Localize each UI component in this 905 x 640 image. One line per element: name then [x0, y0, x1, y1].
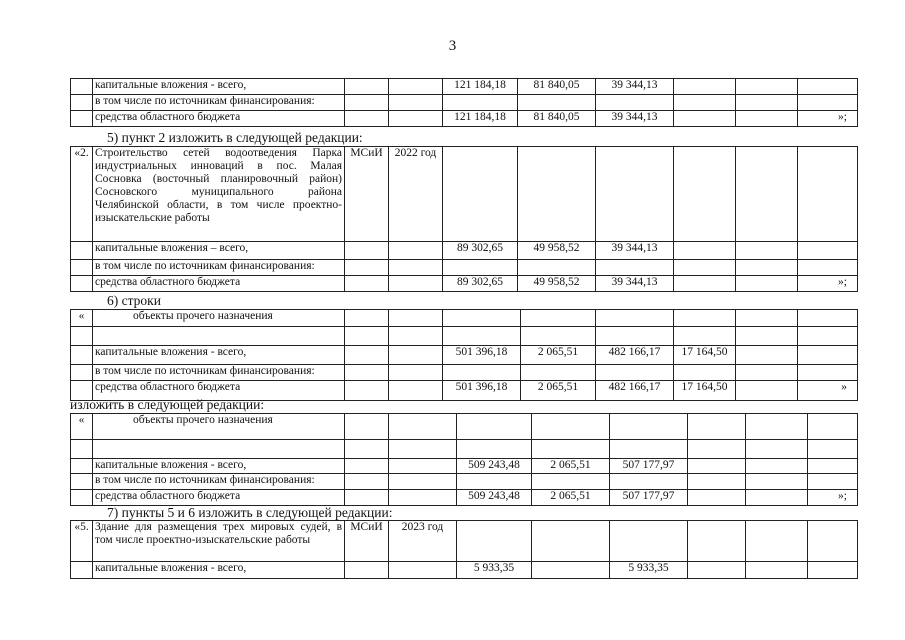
cell-closing: »;	[808, 490, 858, 506]
cell-amount-total: 509 243,48	[457, 459, 532, 474]
cell-amount-total	[443, 327, 521, 346]
cell-closing	[798, 79, 858, 95]
cell-amount-2	[596, 327, 674, 346]
cell-amount-1	[521, 310, 596, 327]
cell-year	[389, 365, 443, 381]
cell-amount-3	[674, 310, 736, 327]
cell-amount-2	[596, 260, 674, 276]
cell-closing	[808, 414, 858, 440]
table-row	[71, 327, 858, 346]
cell-amount-total: 501 396,18	[443, 381, 521, 401]
cell-amount-4	[736, 327, 798, 346]
cell-amount-4	[746, 414, 808, 440]
cell-amount-2: 507 177,97	[610, 459, 688, 474]
cell-amount-3	[674, 327, 736, 346]
cell-item-name: капитальные вложения - всего,	[93, 562, 345, 579]
cell-amount-3	[688, 474, 746, 490]
cell-closing: »	[798, 381, 858, 401]
cell-amount-4	[736, 310, 798, 327]
table-row	[71, 490, 858, 506]
cell-amount-4	[746, 474, 808, 490]
cell-closing	[798, 147, 858, 242]
cell-item-number	[71, 95, 93, 111]
cell-amount-1	[521, 327, 596, 346]
cell-amount-2: 39 344,13	[596, 111, 674, 127]
cell-item-name: объекты прочего назначения	[93, 310, 345, 327]
cell-closing: »;	[798, 276, 858, 292]
cell-amount-3	[674, 111, 736, 127]
cell-year	[389, 260, 443, 276]
cell-item-name: средства областного бюджета	[93, 381, 345, 401]
cell-amount-4	[746, 440, 808, 459]
cell-closing	[798, 327, 858, 346]
cell-item-name: Здание для размещения трех мировых судей, в том числе проектно-изыскательские работы	[93, 521, 345, 562]
cell-item-name: средства областного бюджета	[93, 490, 345, 506]
cell-item-name: капитальные вложения - всего,	[93, 346, 345, 365]
cell-responsible	[345, 381, 389, 401]
cell-year	[389, 474, 457, 490]
cell-amount-2: 507 177,97	[610, 490, 688, 506]
table-row	[71, 260, 858, 276]
cell-item-name: капитальные вложения - всего,	[93, 459, 345, 474]
cell-item-number	[71, 276, 93, 292]
cell-year	[389, 459, 457, 474]
table-row	[71, 562, 858, 579]
cell-amount-1	[518, 260, 596, 276]
cell-amount-4	[736, 147, 798, 242]
cell-closing	[798, 95, 858, 111]
cell-closing	[798, 346, 858, 365]
cell-item-name: в том числе по источникам финансирования:	[93, 95, 345, 111]
cell-amount-total	[457, 474, 532, 490]
cell-amount-1	[518, 147, 596, 242]
cell-item-number	[71, 562, 93, 579]
table-row	[71, 111, 858, 127]
cell-closing	[808, 474, 858, 490]
cell-responsible	[345, 474, 389, 490]
cell-amount-2	[596, 310, 674, 327]
cell-responsible	[345, 95, 389, 111]
cell-amount-4	[746, 562, 808, 579]
cell-amount-2	[610, 474, 688, 490]
cell-amount-1	[532, 562, 610, 579]
table-row	[71, 95, 858, 111]
cell-item-name	[93, 327, 345, 346]
cell-amount-total: 89 302,65	[443, 276, 518, 292]
cell-responsible	[345, 260, 389, 276]
cell-amount-3	[674, 95, 736, 111]
cell-responsible: МСиИ	[345, 521, 389, 562]
table-row	[71, 414, 858, 440]
cell-amount-1	[532, 414, 610, 440]
cell-amount-2: 5 933,35	[610, 562, 688, 579]
cell-responsible	[345, 490, 389, 506]
cell-amount-4	[736, 276, 798, 292]
cell-year	[389, 111, 443, 127]
cell-amount-4	[746, 459, 808, 474]
table-row	[71, 276, 858, 292]
cell-responsible	[345, 111, 389, 127]
cell-item-number: «	[71, 310, 93, 327]
cell-year	[389, 440, 457, 459]
amendment-heading-5: 5) пункт 2 изложить в следующей редакции:	[107, 130, 363, 145]
cell-amount-1: 49 958,52	[518, 242, 596, 260]
cell-amount-3	[674, 79, 736, 95]
cell-closing	[798, 310, 858, 327]
table-block-2	[70, 146, 858, 292]
cell-amount-2	[596, 147, 674, 242]
cell-year	[389, 381, 443, 401]
cell-closing: »;	[798, 111, 858, 127]
cell-amount-total: 89 302,65	[443, 242, 518, 260]
cell-amount-2	[610, 414, 688, 440]
cell-item-number	[71, 346, 93, 365]
table-row	[71, 474, 858, 490]
cell-item-name: капитальные вложения – всего,	[93, 242, 345, 260]
cell-amount-total: 121 184,18	[443, 111, 518, 127]
cell-item-number	[71, 365, 93, 381]
cell-responsible	[345, 346, 389, 365]
cell-item-number: «5.	[71, 521, 93, 562]
cell-amount-total: 5 933,35	[457, 562, 532, 579]
cell-year	[389, 276, 443, 292]
cell-responsible	[345, 242, 389, 260]
cell-amount-1	[532, 440, 610, 459]
table-row	[71, 346, 858, 365]
cell-amount-1: 81 840,05	[518, 79, 596, 95]
cell-year	[389, 414, 457, 440]
cell-item-name: средства областного бюджета	[93, 111, 345, 127]
table-block-1	[70, 78, 858, 127]
cell-responsible	[345, 562, 389, 579]
cell-responsible	[345, 276, 389, 292]
cell-amount-3	[688, 440, 746, 459]
table-row	[71, 79, 858, 95]
cell-amount-3	[674, 276, 736, 292]
amendment-heading-7: 7) пункты 5 и 6 изложить в следующей редакции:	[107, 505, 393, 520]
cell-responsible	[345, 79, 389, 95]
cell-amount-4	[736, 365, 798, 381]
cell-item-name: средства областного бюджета	[93, 276, 345, 292]
cell-year	[389, 242, 443, 260]
cell-item-name: в том числе по источникам финансирования:	[93, 474, 345, 490]
cell-responsible	[345, 414, 389, 440]
cell-closing	[808, 459, 858, 474]
cell-item-name: Строительство сетей водоотведения Парка индустриальных инноваций в пос. Малая Сосновка (восточный планировочный район) Сосновского муниципального района Челябинской области, в том числе проектно-изыскательские работы	[93, 147, 345, 242]
cell-item-number	[71, 474, 93, 490]
cell-amount-3	[688, 490, 746, 506]
table-row	[71, 521, 858, 562]
cell-item-name: объекты прочего назначения	[93, 414, 345, 440]
page-number: 3	[448, 38, 457, 54]
cell-amount-total: 121 184,18	[443, 79, 518, 95]
cell-responsible	[345, 327, 389, 346]
cell-amount-2: 39 344,13	[596, 242, 674, 260]
cell-amount-4	[736, 111, 798, 127]
table-row	[71, 365, 858, 381]
cell-year	[389, 79, 443, 95]
cell-responsible	[345, 459, 389, 474]
cell-amount-2: 39 344,13	[596, 79, 674, 95]
cell-amount-2: 482 166,17	[596, 346, 674, 365]
cell-amount-total	[443, 310, 521, 327]
cell-amount-1: 2 065,51	[532, 490, 610, 506]
cell-year: 2023 год	[389, 521, 457, 562]
cell-amount-total	[457, 440, 532, 459]
cell-amount-total	[443, 147, 518, 242]
cell-amount-3	[688, 562, 746, 579]
cell-closing	[798, 365, 858, 381]
table-block-5	[70, 520, 858, 579]
cell-amount-total	[457, 521, 532, 562]
cell-amount-3	[674, 242, 736, 260]
cell-year	[389, 346, 443, 365]
table-row	[71, 147, 858, 242]
cell-item-number	[71, 459, 93, 474]
cell-item-number	[71, 111, 93, 127]
cell-amount-total	[443, 95, 518, 111]
cell-responsible	[345, 365, 389, 381]
cell-item-number	[71, 327, 93, 346]
cell-amount-3: 17 164,50	[674, 381, 736, 401]
table-row	[71, 459, 858, 474]
cell-item-number: «2.	[71, 147, 93, 242]
cell-amount-total: 501 396,18	[443, 346, 521, 365]
cell-amount-1	[532, 474, 610, 490]
cell-year	[389, 327, 443, 346]
cell-amount-1: 49 958,52	[518, 276, 596, 292]
cell-amount-2	[596, 365, 674, 381]
cell-amount-3	[688, 521, 746, 562]
cell-responsible	[345, 310, 389, 327]
cell-closing	[798, 242, 858, 260]
cell-item-number	[71, 242, 93, 260]
cell-amount-4	[736, 381, 798, 401]
cell-amount-total: 509 243,48	[457, 490, 532, 506]
cell-year: 2022 год	[389, 147, 443, 242]
cell-closing	[808, 562, 858, 579]
cell-amount-4	[736, 79, 798, 95]
cell-year	[389, 490, 457, 506]
cell-item-name: в том числе по источникам финансирования:	[93, 365, 345, 381]
cell-item-name: капитальные вложения - всего,	[93, 79, 345, 95]
cell-amount-total	[443, 260, 518, 276]
cell-amount-3	[674, 365, 736, 381]
cell-amount-3	[688, 414, 746, 440]
cell-closing	[798, 260, 858, 276]
amendment-heading-replace: изложить в следующей редакции:	[70, 397, 265, 412]
cell-amount-3	[688, 459, 746, 474]
cell-amount-1	[532, 521, 610, 562]
cell-amount-4	[746, 521, 808, 562]
table-row	[71, 242, 858, 260]
cell-amount-total	[457, 414, 532, 440]
cell-amount-1: 2 065,51	[521, 346, 596, 365]
cell-responsible: МСиИ	[345, 147, 389, 242]
table-row	[71, 310, 858, 327]
cell-amount-1	[521, 365, 596, 381]
cell-closing	[808, 521, 858, 562]
table-block-4	[70, 413, 858, 506]
cell-amount-3	[674, 147, 736, 242]
cell-amount-1: 2 065,51	[521, 381, 596, 401]
cell-amount-1: 81 840,05	[518, 111, 596, 127]
cell-year	[389, 310, 443, 327]
cell-closing	[808, 440, 858, 459]
cell-amount-1: 2 065,51	[532, 459, 610, 474]
cell-amount-4	[736, 346, 798, 365]
cell-amount-2: 39 344,13	[596, 276, 674, 292]
cell-amount-2	[596, 95, 674, 111]
cell-item-number	[71, 79, 93, 95]
cell-responsible	[345, 440, 389, 459]
cell-item-name: в том числе по источникам финансирования:	[93, 260, 345, 276]
cell-year	[389, 562, 457, 579]
cell-amount-2	[610, 440, 688, 459]
table-row	[71, 440, 858, 459]
cell-amount-4	[746, 490, 808, 506]
cell-item-name	[93, 440, 345, 459]
cell-item-number	[71, 490, 93, 506]
amendment-heading-6: 6) строки	[107, 293, 161, 308]
cell-amount-3	[674, 260, 736, 276]
cell-amount-1	[518, 95, 596, 111]
cell-amount-2	[610, 521, 688, 562]
cell-amount-3: 17 164,50	[674, 346, 736, 365]
cell-item-number: «	[71, 414, 93, 440]
table-block-3	[70, 309, 858, 401]
cell-amount-4	[736, 95, 798, 111]
cell-item-number	[71, 260, 93, 276]
cell-year	[389, 95, 443, 111]
cell-amount-2: 482 166,17	[596, 381, 674, 401]
cell-amount-total	[443, 365, 521, 381]
cell-amount-4	[736, 260, 798, 276]
cell-item-number	[71, 440, 93, 459]
cell-amount-4	[736, 242, 798, 260]
